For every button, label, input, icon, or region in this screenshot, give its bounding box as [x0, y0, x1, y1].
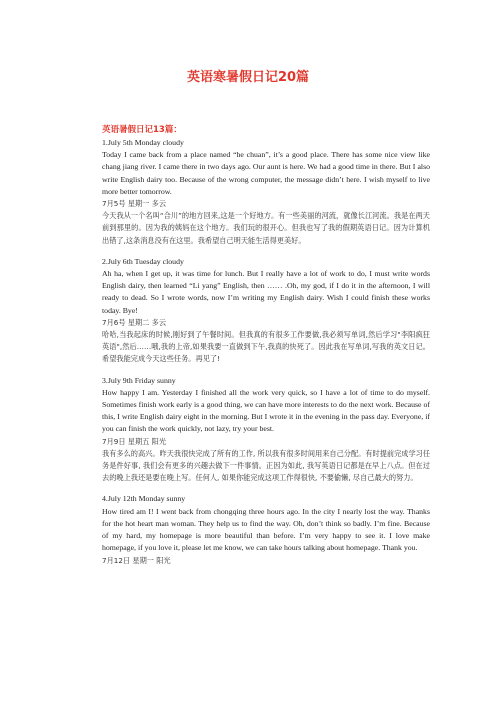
entry-chinese-date: 7月6号 星期二 多云 — [102, 317, 167, 327]
diary-entry-4 — [102, 493, 430, 566]
entry-english-text: How tired am I! I went back from chongqing three hours ago. In the city I nearly lost the way. Thanks for the hot heart man woman. They help us to find the way. Oh, don’t think so badly. I’m fine. Because of my hard, my homepage is more beautiful than before. I’m very happy to see it. I love make homepage, if you love it, please let me know, we can take hours talking about homepage. Thank you. — [102, 506, 430, 553]
entry-chinese-text: 我有多么的高兴。昨天我很快完成了所有的工作, 所以我有很多时间用来自己分配。有时提前完成学习任务是件好事, 我们会有更多的兴趣去做下一件事情。正因为如此, 我写英语日记都是在早上八点。但在过去的晚上我还是要在晚上写。任何人, 如果你能完成这项工作得很快, 不要偷懒, 尽自己最大的努力。 — [102, 448, 431, 483]
entry-english-text: Ah ha, when I get up, it was time for lunch. But I really have a lot of work to do, I must write words English dairy, then learned “Li yang” English, then …… .Oh, my god, if I do it in the afternoon, I will ready to dead. So I wrote words, now I’m writing my English dairy. Wish I could finish these works today. Bye! — [102, 269, 430, 315]
entry-heading: 4.July 12th Monday sunny — [102, 494, 186, 504]
entry-heading: 3.July 9th Friday sunny — [102, 375, 176, 385]
section-title: 英语暑假日记13篇： — [102, 125, 182, 135]
diary-entry-3 — [102, 375, 430, 485]
entry-chinese-date: 7月9日 星期五 阳光 — [102, 436, 167, 446]
entry-heading: 1.July 5th Monday cloudy — [102, 138, 184, 147]
entry-chinese-text: 哈哈,当我起床的时候,刚好到了午餐时间。但我真的有很多工作要做,我必须写单词,然后学习"李阳疯狂英语",然后……哦,我的上帝,如果我要一直做到下午,我真的快死了。因此我在写单词,写我的英文日记。希望我能完成今天这些任务。再见了! — [102, 330, 430, 364]
document-content — [102, 124, 430, 576]
entry-chinese-date: 7月5号 星期一 多云 — [102, 199, 167, 209]
diary-entry-1 — [102, 137, 430, 247]
entry-chinese-text: 今天我从一个名叫“合川”的地方回来,这是一个好地方。有一些美丽的河流，就像长江河流。我是在两天前到那里的。因为我的姨妈在这个地方。我们玩的很开心。但我也写了我的假期英语日记。因为计算机出错了,这条消息没有在这里。我希望自己明天能生活得更美好。 — [102, 211, 430, 245]
diary-entry-2 — [102, 256, 430, 366]
entry-chinese-date: 7月12日 星期一 阳光 — [102, 555, 171, 565]
entry-english-text: Today I came back from a place named “he chuan”, it’s a good place. There has some nice view like chang jiang river. I came there in two days ago. Our aunt is here. We had a good time in there. But I also write English dairy too. Because of the wrong computer, the message didn’t here. I wish myself to live more better tomorrow. — [102, 150, 430, 196]
entry-heading: 2.July 6th Tuesday cloudy — [102, 256, 184, 266]
entry-english-text: How happy I am. Yesterday I finished all the work very quick, so I have a lot of time to do myself. Sometimes finish work early is a good thing, we can have more interests to do the next work. Because of this, I write English dairy eight in the morning. But I wrote it in the evening in the pass day. Everyone, if you can finish the work quickly, not lazy, try your best. — [102, 387, 430, 434]
document-title: 英语寒暑假日记20篇 — [186, 70, 310, 85]
